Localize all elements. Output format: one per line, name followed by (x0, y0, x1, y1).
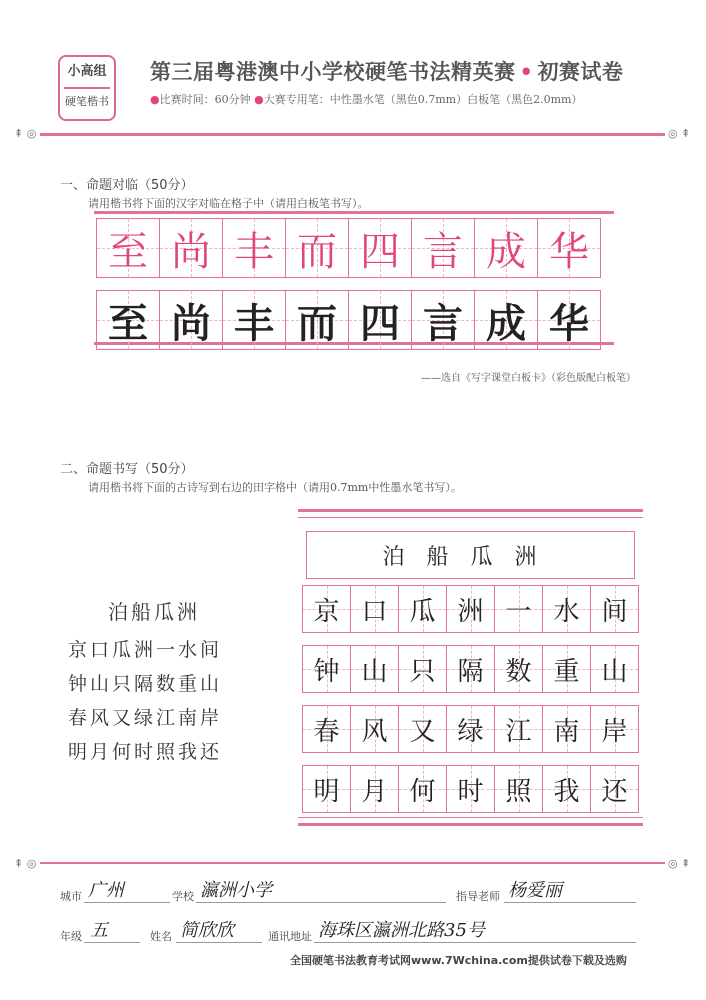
grid-cell[interactable] (302, 645, 351, 693)
footer-rule (40, 862, 665, 864)
grid-char: 至 (108, 299, 148, 347)
grid-cell[interactable] (446, 645, 495, 693)
grid-cell[interactable] (159, 290, 223, 350)
exam-time: 比赛时间：60分钟 (159, 93, 251, 106)
grid-char: 华 (549, 299, 589, 347)
grid-char: 隔 (457, 656, 484, 687)
grid-char: 成 (486, 228, 526, 275)
grid-char: 成 (486, 299, 526, 347)
grid-bottom-bar (298, 823, 643, 826)
grid-cell[interactable] (474, 290, 538, 350)
grid-char: 钟 (313, 656, 340, 687)
grade-underline (84, 942, 140, 943)
grid-cell[interactable] (542, 705, 591, 753)
grid-cell[interactable] (446, 585, 495, 633)
grid-char: 明 (313, 776, 340, 807)
grid-cell[interactable] (350, 705, 399, 753)
title-main: 第三届粤港澳中小学校硬笔书法精英赛 (150, 60, 516, 84)
grid-char: 春 (313, 716, 340, 747)
grid-cell[interactable] (96, 290, 160, 350)
grid-char: 尚 (171, 299, 211, 347)
source-credit: ——选自《写字课堂白板卡》（彩色版配白板笔） (421, 373, 636, 384)
footer-note: 全国硬笔书法教育考试网www.7Wchina.com提供试卷下载及选购 (290, 954, 627, 967)
grid-cell[interactable] (285, 218, 349, 278)
grid-char: 四 (360, 228, 400, 275)
grid-cell[interactable] (285, 290, 349, 350)
grid-cell[interactable] (542, 645, 591, 693)
ornament-icon: ◎ ⇞ (668, 127, 691, 140)
grid-char: 还 (601, 776, 628, 807)
address-label: 通讯地址 (268, 930, 312, 943)
grid-char: 口 (361, 596, 388, 627)
grid-cell[interactable] (494, 585, 543, 633)
grid-char: 风 (361, 716, 388, 747)
grid-cell[interactable] (590, 645, 639, 693)
grid-cell[interactable] (446, 765, 495, 813)
grid-bottom-line (298, 817, 643, 818)
ornament-icon: ⇞ ◎ (14, 127, 37, 140)
grid-cell[interactable] (302, 585, 351, 633)
grid-row[interactable] (302, 585, 638, 633)
title-sub: 初赛试卷 (537, 60, 624, 84)
poem-line: 京口瓜洲一水间 (68, 639, 223, 661)
grid-char: 至 (108, 228, 148, 275)
grid-char: 江 (505, 716, 532, 747)
grid-char: 重 (553, 656, 580, 687)
bullet-icon: ● (254, 93, 264, 106)
grid-cell[interactable] (159, 218, 223, 278)
grid-char: 华 (549, 228, 589, 275)
teacher-label: 指导老师 (456, 890, 500, 903)
address-value[interactable]: 海珠区瀛洲北路35号 (318, 920, 485, 941)
name-value[interactable]: 简欣欣 (180, 920, 234, 941)
grid-char: 京 (313, 596, 340, 627)
grid-char: 而 (297, 299, 337, 347)
grid-char: 间 (601, 596, 628, 627)
city-value[interactable]: 广州 (88, 880, 124, 901)
writing-grid (298, 509, 643, 827)
grid-cell[interactable] (222, 218, 286, 278)
title-dot: • (519, 60, 534, 84)
grid-char: 照 (505, 776, 532, 807)
grid-cell[interactable] (446, 705, 495, 753)
grid-char: 洲 (457, 596, 484, 627)
teacher-value[interactable]: 杨爱丽 (508, 880, 562, 901)
city-label: 城市 (60, 890, 82, 903)
grid-cell[interactable] (302, 705, 351, 753)
grid-char: 言 (423, 228, 463, 275)
ornament-icon: ◎ ⇞ (668, 857, 691, 870)
grid-char: 尚 (171, 228, 211, 275)
grid-cell[interactable] (411, 218, 475, 278)
bullet-icon: ● (150, 93, 160, 106)
grid-cell[interactable] (348, 290, 412, 350)
grid-cell[interactable] (494, 765, 543, 813)
grid-char: 丰 (234, 299, 274, 347)
section1-heading: 一、命题对临（50分） (60, 178, 194, 193)
badge-style: 硬笔楷书 (65, 95, 109, 108)
grid-cell[interactable] (398, 645, 447, 693)
poem-line: 明月何时照我还 (68, 741, 223, 763)
name-label: 姓名 (150, 930, 172, 943)
grid-cell[interactable] (494, 705, 543, 753)
grid-cell[interactable] (542, 765, 591, 813)
grade-value[interactable]: 五 (90, 920, 108, 941)
model-row (96, 218, 600, 278)
exam-pens: 大赛专用笔：中性墨水笔（黑色0.7mm）白板笔（黑色2.0mm） (263, 93, 583, 106)
grid-char: 四 (360, 299, 400, 347)
grid-cell[interactable] (590, 585, 639, 633)
section1-instruction: 请用楷书将下面的汉字对临在格子中（请用白板笔书写）。 (88, 197, 369, 210)
grid-char: 绿 (457, 716, 484, 747)
grid-row[interactable] (302, 705, 638, 753)
grid-cell[interactable] (537, 290, 601, 350)
grid-cell[interactable] (348, 218, 412, 278)
grid-cell[interactable] (474, 218, 538, 278)
grid-cell[interactable] (398, 585, 447, 633)
grid-cell[interactable] (590, 705, 639, 753)
grid-char: 我 (553, 776, 580, 807)
grid-row[interactable] (302, 765, 638, 813)
grid-cell[interactable] (494, 645, 543, 693)
grid-char: 时 (457, 776, 484, 807)
address-underline (314, 942, 636, 943)
grid-cell[interactable] (411, 290, 475, 350)
grid-cell[interactable] (398, 765, 447, 813)
grid-cell[interactable] (537, 218, 601, 278)
written-row[interactable] (96, 290, 600, 350)
grid-cell[interactable] (350, 765, 399, 813)
grid-char: 山 (601, 656, 628, 687)
poem-line: 钟山只隔数重山 (68, 673, 223, 695)
poem-title: 泊船瓜洲 (108, 600, 200, 624)
grid-cell[interactable] (542, 585, 591, 633)
grid-char: 数 (505, 656, 532, 687)
grid-char: 一 (505, 596, 532, 627)
grid-cell[interactable] (222, 290, 286, 350)
grid-cell[interactable] (398, 705, 447, 753)
grid-char: 言 (423, 299, 463, 347)
header-rule (40, 133, 665, 136)
grid-top-line (298, 517, 643, 518)
badge-divider (64, 87, 110, 89)
name-underline (176, 942, 262, 943)
grid-top-bar (298, 509, 643, 512)
city-underline (84, 902, 170, 903)
school-value[interactable]: 瀛洲小学 (200, 880, 272, 901)
grid-char: 月 (361, 776, 388, 807)
grid-cell[interactable] (350, 645, 399, 693)
group-badge (58, 55, 116, 121)
school-underline (196, 902, 446, 903)
school-label: 学校 (172, 890, 194, 903)
grid-char: 山 (361, 656, 388, 687)
ornament-icon: ⇞ ◎ (14, 857, 37, 870)
grid-title: 泊船瓜洲 (306, 531, 635, 579)
grid-char: 只 (409, 656, 436, 687)
grid-cell[interactable] (590, 765, 639, 813)
grid-row[interactable] (302, 645, 638, 693)
grid-char: 何 (409, 776, 436, 807)
section2-instruction: 请用楷书将下面的古诗写到右边的田字格中（请用0.7mm中性墨水笔书写）。 (88, 481, 462, 494)
teacher-underline (504, 902, 636, 903)
grid-char: 南 (553, 716, 580, 747)
exam-info (150, 91, 582, 107)
grid-char: 水 (553, 596, 580, 627)
grid-char: 又 (409, 716, 436, 747)
grid-cell[interactable] (96, 218, 160, 278)
section2-heading: 二、命题书写（50分） (60, 462, 194, 477)
grid-char: 而 (297, 228, 337, 275)
grid-char: 丰 (234, 228, 274, 275)
grid-cell[interactable] (302, 765, 351, 813)
grid-char: 岸 (601, 716, 628, 747)
grid-char: 瓜 (409, 596, 436, 627)
exam-title (150, 56, 623, 86)
grade-label: 年级 (60, 930, 82, 943)
poem-line: 春风又绿江南岸 (68, 707, 223, 729)
grid-cell[interactable] (350, 585, 399, 633)
badge-group: 小高组 (67, 64, 107, 79)
